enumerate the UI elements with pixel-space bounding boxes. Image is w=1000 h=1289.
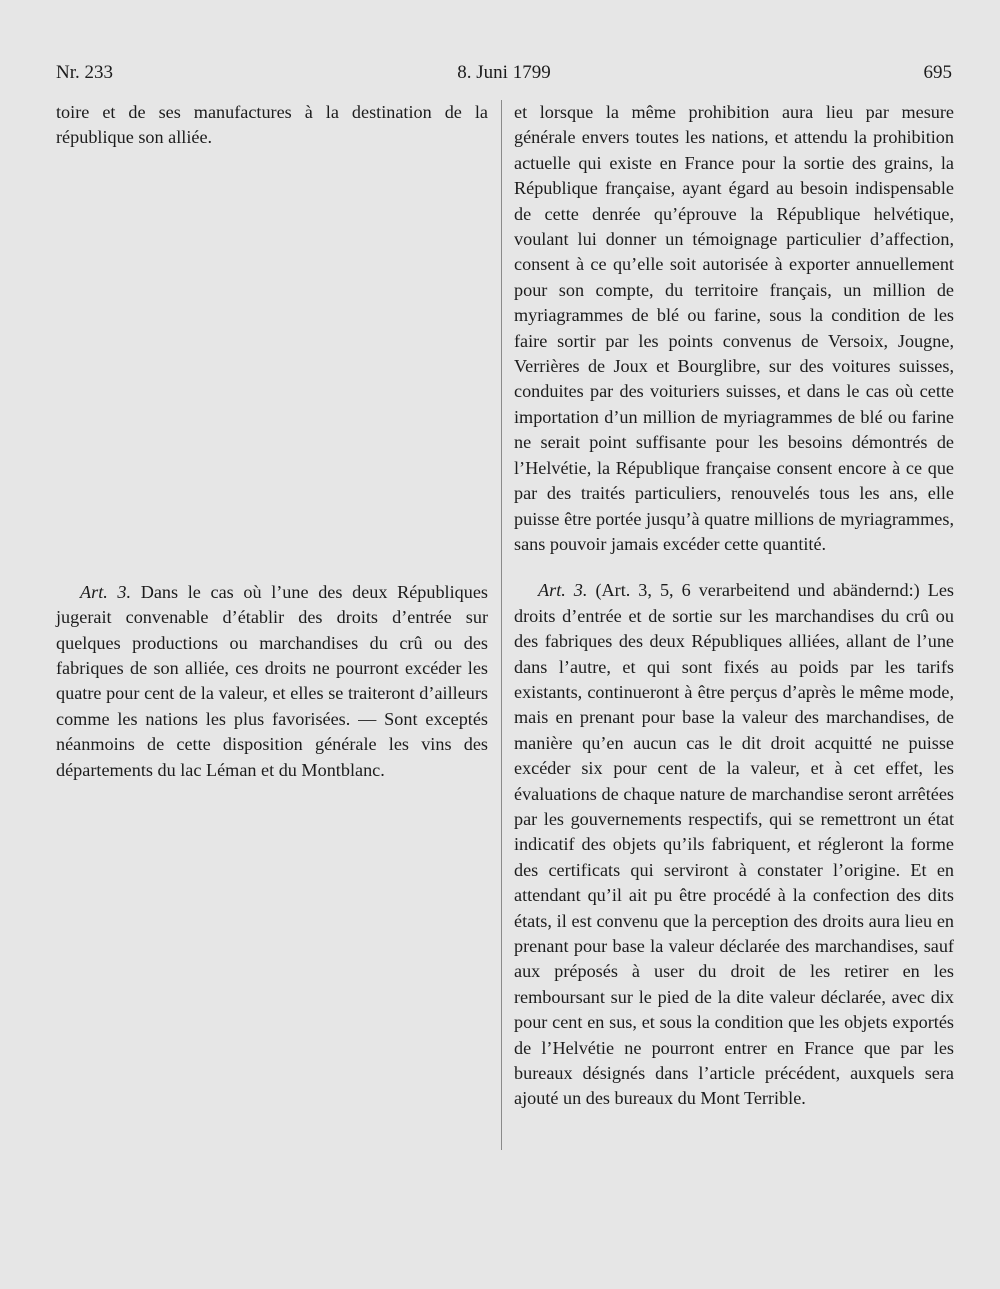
article-text: Dans le cas où l’une des deux Républiques jugerait convenable d’établir des droits d’entrée sur quelques productions ou marchandises du crû ou des fabriques de son alliée, ces droits ne pourront excéder les quatre pour cent de la valeur, et elles se traiteront d’ailleurs comme les nations les plus favorisées. — Sont exceptés néanmoins de cette disposition générale les vins des départements du lac Léman et du Montblanc. [56, 581, 489, 780]
page-header [56, 62, 952, 92]
right-column [514, 100, 954, 1112]
bleed-through-area [56, 151, 488, 580]
document-number: Nr. 233 [56, 62, 113, 83]
document-date: 8. Juni 1799 [457, 62, 551, 83]
left-column [56, 100, 488, 783]
right-article-3 [514, 578, 954, 1112]
column-divider [501, 100, 502, 1150]
article-label: Art. 3. [80, 581, 132, 602]
left-article-3 [56, 580, 488, 783]
right-paragraph-continued: et lorsque la même prohibition aura lieu par mesure générale envers toutes les nations, et attendu la prohibition actuelle qui existe en France pour la sortie des grains, la République française, ayant égard au besoin indispensable de cette denrée qu’éprouve la République helvétique, voulant lui donner un témoignage particulier d’affection, consent à ce qu’elle soit autorisée à exporter annuellement pour son compte, du territoire français, un million de myriagrammes de blé ou farine, sous la condition de les faire sortir par les points convenus de Versoix, Jougne, Verrières de Joux et Bourglibre, sur des voitures suisses, conduites par des voituriers suisses, et dans le cas où cette importation d’un million de myriagrammes de blé ou farine ne serait point suffisante pour les besoins démontrés de l’Helvétie, la République française consent encore à ce que par des traités particuliers, renouvelés tous les ans, elle puisse être portée jusqu’à quatre millions de myriagrammes, sans pouvoir jamais excéder cette quantité. [514, 102, 954, 554]
paragraph-gap [514, 557, 954, 578]
article-text: (Art. 3, 5, 6 verarbeitend und abändernd:) Les droits d’entrée et de sortie sur les marchandises du crû ou des fabriques des deux Républiques alliées, allant de l’une dans l’autre, et qui sont fixés au poids par les tarifs existants, continueront à être perçus d’après le même mode, mais en prenant pour base la valeur des marchandises, de manière qu’en aucun cas le dit droit acquitté ne puisse excéder six pour cent de la valeur, et à cet effet, les évaluations de chaque nature de marchandise seront arrêtées par les gouvernements respectifs, qui se remettront un état indicatif des objets qu’ils fabriquent, et régleront la forme des certificats qui serviront à constater l’origine. Et en attendant qu’il ait pu être procédé à la confection des dits états, il est convenu que la perception des droits aura lieu en prenant pour base la valeur déclarée des marchandises, sauf aux préposés à user du droit de les retirer en les remboursant sur le pied de la dite valeur déclarée, avec dix pour cent en sus, et sous la condition que les objets exportés de l’Helvétie ne pourront entrer en France que par les bureaux désignés dans l’article précédent, auxquels sera ajouté un des bureaux du Mont Terrible. [514, 580, 954, 1109]
page-number: 695 [923, 62, 952, 83]
article-label: Art. 3. [538, 580, 588, 601]
left-paragraph-continued: toire et de ses manufactures à la destination de la république son alliée. [56, 102, 488, 148]
